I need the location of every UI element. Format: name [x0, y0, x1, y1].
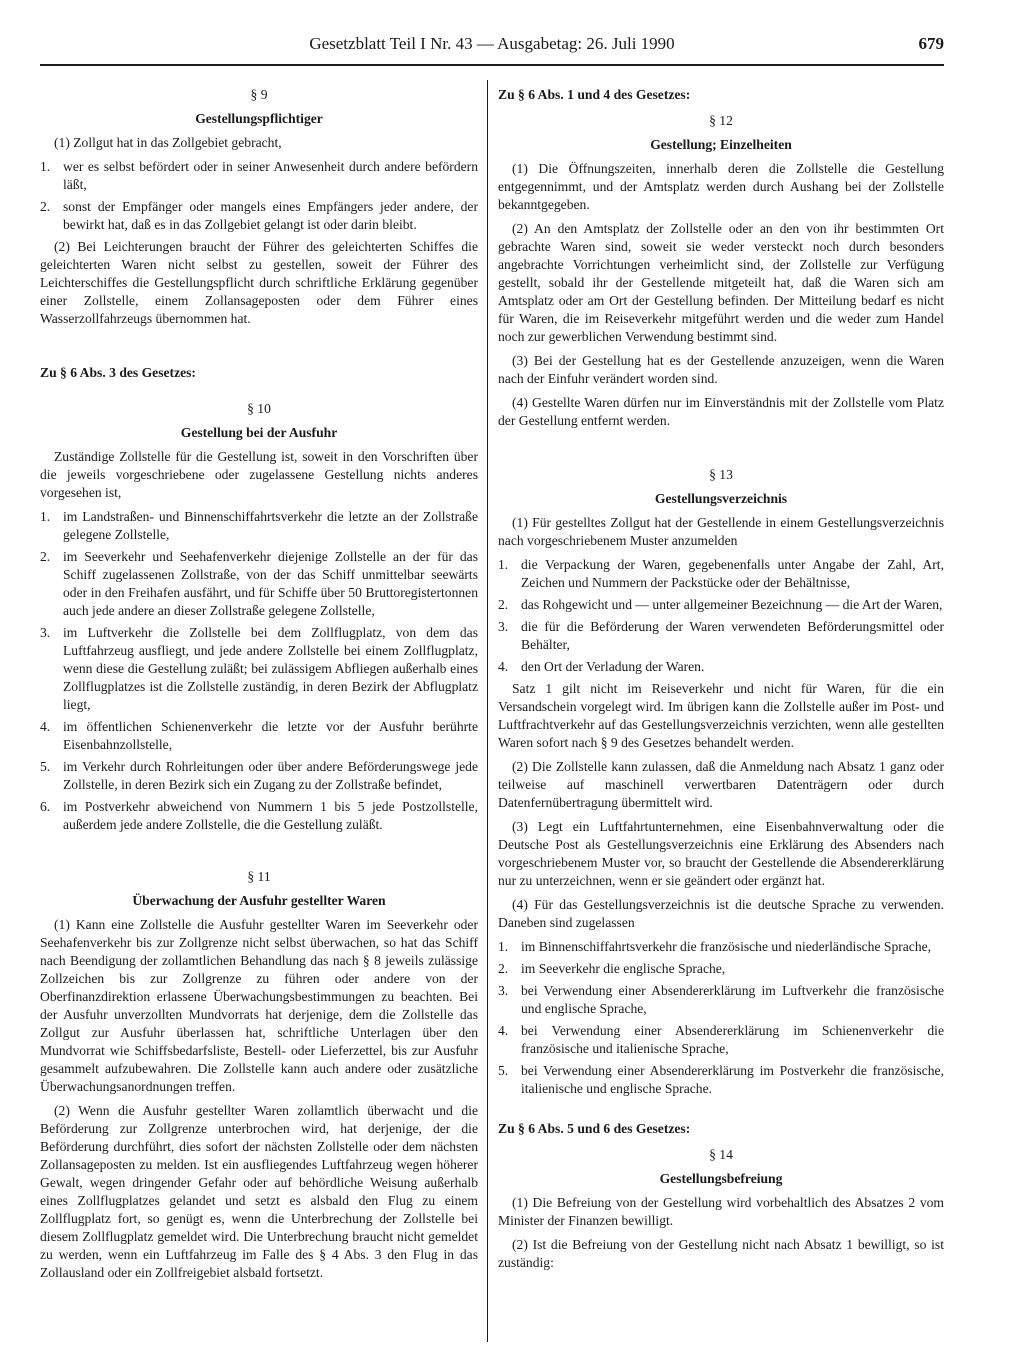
column-divider	[487, 80, 488, 1342]
list-item-text: im Postverkehr abweichend von Nummern 1 bis 5 jede Postzollstelle, außerdem jede andere Zollstelle, die die Gestellung zuläßt.	[63, 799, 478, 832]
list-item	[40, 718, 478, 754]
list-item	[40, 758, 478, 794]
section-title: Gestellung; Einzelheiten	[650, 137, 792, 152]
list-item-text: im Seeverkehr die englische Sprache,	[521, 961, 726, 976]
list-item-text: im Seeverkehr und Seehafenverkehr diejenige Zollstelle an der für das Schiff zugelassenen Zollstraße, von der das Schiff unmittelbar seewärts oder in den Freihafen ausfährt, und für Schiffe über 50 Bruttoregistertonnen auch jede andere an dieser Zollstraße gelegene Zollstelle,	[63, 549, 478, 618]
list-item-number: 5.	[498, 1063, 509, 1078]
list-item-number: 2.	[40, 549, 51, 564]
page-number: 679	[918, 34, 944, 53]
paragraph: (3) Bei der Gestellung hat es der Gestellende anzuzeigen, wenn die Waren nach der Einfuhr verändert worden sind.	[498, 353, 944, 386]
paragraph: (1) Für gestelltes Zollgut hat der Gestellende in einem Gestellungsverzeichnis nach vorgeschriebenem Muster anzumelden	[498, 515, 944, 548]
section-title: Gestellungsverzeichnis	[654, 491, 788, 506]
list-item	[40, 548, 478, 620]
list-item	[40, 624, 478, 714]
section-number: § 11	[247, 869, 271, 884]
paragraph: (2) An den Amtsplatz der Zollstelle oder an den von ihr bestimmten Ort gebrachte Waren sind, soweit sie weder versteckt noch durch besonders angebrachte Vorrichtungen verheimlicht sind, der Zollstelle zur Verfügung gestellt, sobald ihr der Gestellende mitgeteilt hat, daß die Waren sich am Amtsplatz oder am Ort der Gestellung befinden. Der Mitteilung bedarf es nicht für Waren, die im Reiseverkehr mitgeführt werden und die weder zum Handel noch zur gewerblichen Verwendung bestimmt sind.	[498, 221, 944, 344]
paragraph: (1) Die Befreiung von der Gestellung wird vorbehaltlich des Absatzes 2 vom Minister der Finanzen bewilligt.	[498, 1195, 944, 1228]
section-title: Gestellungspflichtiger	[195, 111, 323, 126]
section-title: Gestellung bei der Ausfuhr	[180, 425, 338, 440]
paragraph: (3) Legt ein Luftfahrtunternehmen, eine Eisenbahnverwaltung oder die Deutsche Post als Gestellungsverzeichnis eine Erklärung des Absenders nach vorgeschriebenem Muster vor, so braucht der Gestellende die Absendererklärung nur zu unterzeichnen, wenn er sie geändert oder ergänzt hat.	[498, 819, 944, 888]
section-number: § 10	[247, 401, 271, 416]
list-item-text: bei Verwendung einer Absendererklärung im Schienenverkehr die französische und italienische Sprache,	[521, 1023, 944, 1056]
list-item-text: bei Verwendung einer Absendererklärung im Postverkehr die französische, italienische und englische Sprache.	[521, 1063, 944, 1096]
list-item-number: 6.	[40, 799, 51, 814]
list-item-number: 2.	[498, 597, 509, 612]
list-item-text: im Landstraßen- und Binnenschiffahrtsverkehr die letzte an der Zollstraße gelegene Zollstelle,	[63, 509, 478, 542]
page-header	[40, 0, 944, 67]
list-item	[498, 960, 944, 978]
list-item	[498, 596, 944, 614]
list-item-number: 1.	[40, 159, 51, 174]
list-item	[498, 938, 944, 956]
list-item-number: 4.	[498, 1023, 509, 1038]
list-item-text: die Verpackung der Waren, gegebenenfalls unter Angabe der Zahl, Art, Zeichen und Nummern der Packstücke oder der Behältnisse,	[521, 557, 944, 590]
list-item-number: 2.	[498, 961, 509, 976]
list-item-number: 4.	[40, 719, 51, 734]
list-item	[498, 618, 944, 654]
left-column	[40, 86, 478, 1288]
paragraph: (4) Für das Gestellungsverzeichnis ist die deutsche Sprache zu verwenden. Daneben sind zugelassen	[498, 897, 944, 930]
header-rule	[40, 64, 944, 66]
list-item	[498, 1062, 944, 1098]
list-item-text: das Rohgewicht und — unter allgemeiner Bezeichnung — die Art der Waren,	[521, 597, 943, 612]
list-item-text: den Ort der Verladung der Waren.	[521, 659, 705, 674]
list-item	[498, 1022, 944, 1058]
list-item-number: 1.	[498, 557, 509, 572]
section-title: Gestellungsbefreiung	[659, 1171, 783, 1186]
list-item	[498, 982, 944, 1018]
list-item-number: 3.	[498, 983, 509, 998]
section-number: § 9	[250, 87, 268, 102]
list-item-text: wer es selbst befördert oder in seiner Anwesenheit durch andere befördern läßt,	[63, 159, 478, 192]
section-title: Überwachung der Ausfuhr gestellter Waren	[132, 893, 386, 908]
list-item-number: 4.	[498, 659, 509, 674]
right-column	[498, 86, 944, 1278]
list-item-number: 3.	[40, 625, 51, 640]
sub-heading: Zu § 6 Abs. 1 und 4 des Gesetzes:	[498, 87, 691, 102]
list-item-number: 2.	[40, 199, 51, 214]
paragraph: (2) Ist die Befreiung von der Gestellung nicht nach Absatz 1 bewilligt, so ist zuständig:	[498, 1237, 944, 1270]
list-item-text: sonst der Empfänger oder mangels eines Empfängers jeder andere, der bewirkt hat, daß es in das Zollgebiet gelangt ist oder darin bleibt.	[63, 199, 478, 232]
list-item	[40, 158, 478, 194]
list-item-text: im öffentlichen Schienenverkehr die letzte vor der Ausfuhr berührte Eisenbahnzollstelle,	[63, 719, 478, 752]
section-number: § 14	[709, 1147, 733, 1162]
list-item-number: 1.	[498, 939, 509, 954]
paragraph: (4) Gestellte Waren dürfen nur im Einverständnis mit der Zollstelle vom Platz der Gestellung entfernt werden.	[498, 395, 944, 428]
paragraph: Satz 1 gilt nicht im Reiseverkehr und nicht für Waren, für die ein Versandschein vorgelegt wird. Im übrigen kann die Zollstelle außer im Post- und Luftfrachtverkehr auf das Gestellungsverzeichnis verzichten, wenn alle gestellten Waren sofort nach § 9 des Gesetzes behandelt werden.	[498, 681, 944, 750]
paragraph: (2) Wenn die Ausfuhr gestellter Waren zollamtlich überwacht und die Beförderung zur Zollgrenze unterbrochen wird, hat derjenige, der die Beförderung durchführt, dies sofort der nächsten Zollstelle oder dem nächsten Zollansageposten zu melden. Ist ein ausfliegendes Luftfahrzeug wegen höherer Gewalt, wegen dringender Gefahr oder auf behördliche Weisung außerhalb eines Zollflugplatzes gelandet und setzt es alsbald den Flug zu einem Zollflugplatz fort, so genügt es, wenn die Unterbrechung der Zollstelle bei diesem Zollflugplatz gemeldet wird. Die Unterbrechung braucht nicht gemeldet zu werden, wenn ein Luftfahrzeug im Falle des § 4 Abs. 3 den Flug in das Zollausland oder ein Zollfreigebiet alsbald fortsetzt.	[40, 1103, 478, 1280]
list-item-number: 3.	[498, 619, 509, 634]
list-item-text: im Verkehr durch Rohrleitungen oder über andere Beförderungswege jede Zollstelle, in deren Bezirk sich ein Zugang zu der Zollstraße befindet,	[63, 759, 478, 792]
list-item-text: im Luftverkehr die Zollstelle bei dem Zollflugplatz, von dem das Luftfahrzeug ausfliegt, und jede andere Zollstelle bei einem Zollflugplatz, wenn diese die Gestellung zuläßt; bei zulässigem Abfliegen außerhalb eines Zollflugplatzes ist die Zollstelle zuständig, in deren Bezirk der Abflugplatz liegt,	[63, 625, 478, 712]
list-item	[498, 556, 944, 592]
list-item	[40, 198, 478, 234]
paragraph: Zuständige Zollstelle für die Gestellung ist, soweit in den Vorschriften über die jeweils vorgeschriebene oder zugelassene Gestellung nichts anderes vorgesehen ist,	[40, 449, 478, 500]
paragraph: (2) Die Zollstelle kann zulassen, daß die Anmeldung nach Absatz 1 ganz oder teilweise auf maschinell verwertbaren Datenträgern oder durch Datenfernübertragung übermittelt wird.	[498, 759, 944, 810]
list-item-text: im Binnenschiffahrtsverkehr die französische und niederländische Sprache,	[521, 939, 932, 954]
sub-heading: Zu § 6 Abs. 5 und 6 des Gesetzes:	[498, 1121, 691, 1136]
list-item-number: 1.	[40, 509, 51, 524]
paragraph: (1) Zollgut hat in das Zollgebiet gebracht,	[54, 135, 282, 150]
list-item	[498, 658, 944, 676]
list-item-text: bei Verwendung einer Absendererklärung im Luftverkehr die französische und englische Sprache,	[521, 983, 944, 1016]
list-item	[40, 798, 478, 834]
list-item-number: 5.	[40, 759, 51, 774]
list-item-text: die für die Beförderung der Waren verwendeten Beförderungsmittel oder Behälter,	[521, 619, 944, 652]
paragraph: (1) Die Öffnungszeiten, innerhalb deren die Zollstelle die Gestellung entgegennimmt, und der Amtsplatz werden durch Aushang bei der Zollstelle bekanntgegeben.	[498, 161, 944, 212]
paragraph: (2) Bei Leichterungen braucht der Führer des geleichterten Schiffes die geleichterten Waren nicht selbst zu gestellen, soweit der Führer des Leichterschiffes die Gestellungspflicht durch schriftliche Erklärung gegenüber einer Zollstelle, einem Zollansageposten oder dem Führer eines Wasserzollfahrzeugs übernommen hat.	[40, 239, 478, 326]
sub-heading: Zu § 6 Abs. 3 des Gesetzes:	[40, 365, 196, 380]
section-number: § 13	[709, 467, 733, 482]
header-title: Gesetzblatt Teil I Nr. 43 — Ausgabetag: 26. Juli 1990	[309, 34, 675, 53]
paragraph: (1) Kann eine Zollstelle die Ausfuhr gestellter Waren im Seeverkehr oder Seehafenverkehr bis zur Zollgrenze nicht selbst überwachen, so hat das Schiff nach Beendigung der zollamtlichen Behandlung das nach § 8 jeweils zulässige Zollzeichen bis zur Zollgrenze zu führen oder andere von der Oberfinanzdirektion erlassene Überwachungsbestimmungen zu beachten. Bei der Ausfuhr unverzollten Mundvorrats hat derjenige, dem die Zollstelle das Zollgut zur Ausfuhr überlassen hat, schriftliche Unterlagen über den Mundvorrat wie Schiffsbedarfsliste, Bestell- oder Lieferzettel, bis zur Ausfuhr gesammelt aufzubewahren. Die Zollstelle kann auch andere oder zusätzliche Überwachungsanordnungen treffen.	[40, 917, 478, 1094]
list-item	[40, 508, 478, 544]
section-number: § 12	[709, 113, 733, 128]
